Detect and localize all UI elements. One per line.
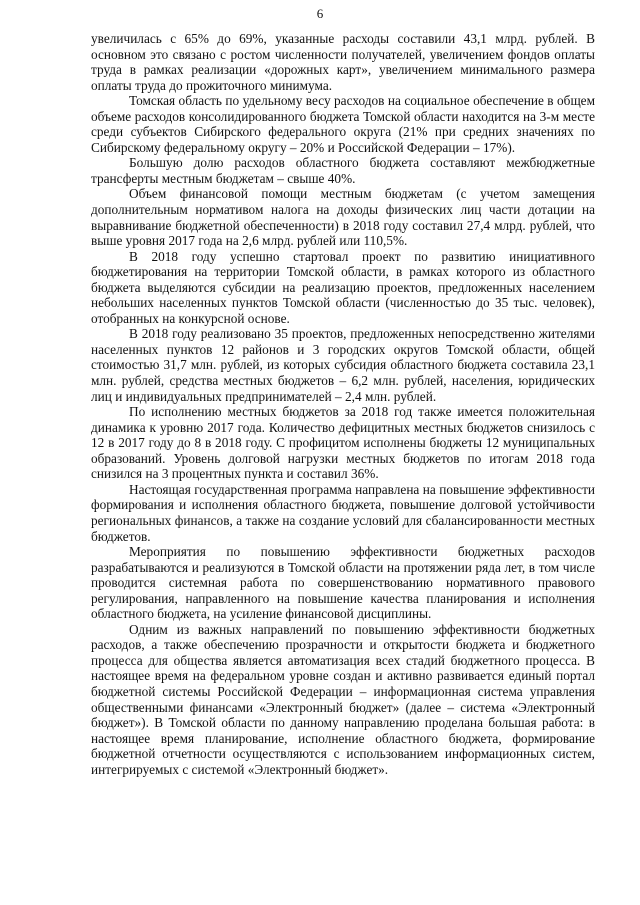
- paragraph: Большую долю расходов областного бюджета составляют межбюджетные трансферты местным бюджетам – свыше 40%.: [91, 155, 595, 186]
- paragraph: Томская область по удельному весу расходов на социальное обеспечение в общем объеме расходов консолидированного бюджета Томской области находится на 3-м месте среди субъектов Сибирского федерального округа (21% при средних значениях по Сибирскому федеральному округу – 20% и Российской Федерации – 17%).: [91, 93, 595, 155]
- paragraph: Объем финансовой помощи местным бюджетам (с учетом замещения дополнительным нормативом налога на доходы физических лиц части дотации на выравнивание бюджетной обеспеченности) в 2018 году составил 27,4 млрд. рублей, что выше уровня 2017 года на 2,6 млрд. рублей или 110,5%.: [91, 186, 595, 249]
- paragraph: Мероприятия по повышению эффективности бюджетных расходов разрабатываются и реализуются в Томской области на протяжении ряда лет, в том числе проводится системная работа по совершенствованию нормативного правового регулирования, направленного на повышение качества планирования и исполнения областного бюджета, на усиление финансовой дисциплины.: [91, 544, 595, 622]
- paragraph: Настоящая государственная программа направлена на повышение эффективности формирования и исполнения областного бюджета, повышение долговой устойчивости региональных финансов, а также на создание условий для сбалансированности местных бюджетов.: [91, 481, 595, 544]
- document-body: [91, 31, 595, 777]
- page-number: 6: [316, 6, 324, 21]
- paragraph: В 2018 году успешно стартовал проект по развитию инициативного бюджетирования на территории Томской области, в рамках которого из областного бюджета выделяются субсидии на реализацию проектов, предложенных населением небольших населенных пунктов Томской области (численностью до 35 тыс. человек), отобранных на конкурсной основе.: [91, 248, 595, 326]
- paragraph: увеличилась с 65% до 69%, указанные расходы составили 43,1 млрд. рублей. В основном это связано с ростом численности получателей, увеличением фондов оплаты труда в рамках реализации «дорожных карт», увеличением минимального размера оплаты труда до прожиточного минимума.: [91, 31, 595, 93]
- paragraph: Одним из важных направлений по повышению эффективности бюджетных расходов, а также обеспечению прозрачности и открытости бюджета и бюджетного процесса для общества является автоматизация всех стадий бюджетного процесса. В настоящее время на федеральном уровне создан и активно развивается единый портал бюджетной системы Российской Федерации – информационная система управления общественными финансами «Электронный бюджет» (далее – система «Электронный бюджет»). В Томской области по данному направлению проделана большая работа: в настоящее время планирование, исполнение областного бюджета, формирование бюджетной отчетности осуществляются с использованием информационных систем, интегрируемых с системой «Электронный бюджет».: [91, 621, 595, 777]
- paragraph: По исполнению местных бюджетов за 2018 год также имеется положительная динамика к уровню 2017 года. Количество дефицитных местных бюджетов снизилось с 12 в 2017 году до 8 в 2018 году. С профицитом исполнены бюджеты 12 муниципальных образований. Уровень долговой нагрузки местных бюджетов по итогам 2018 года снизился на 3 процентных пункта и составил 36%.: [91, 404, 595, 482]
- paragraph: В 2018 году реализовано 35 проектов, предложенных непосредственно жителями населенных пунктов 12 районов и 3 городских округов Томской области, общей стоимостью 31,7 млн. рублей, из которых субсидия областного бюджета составила 23,1 млн. рублей, средства местных бюджетов – 6,2 млн. рублей, населения, юридических лиц и индивидуальных предпринимателей – 2,4 млн. рублей.: [91, 326, 595, 404]
